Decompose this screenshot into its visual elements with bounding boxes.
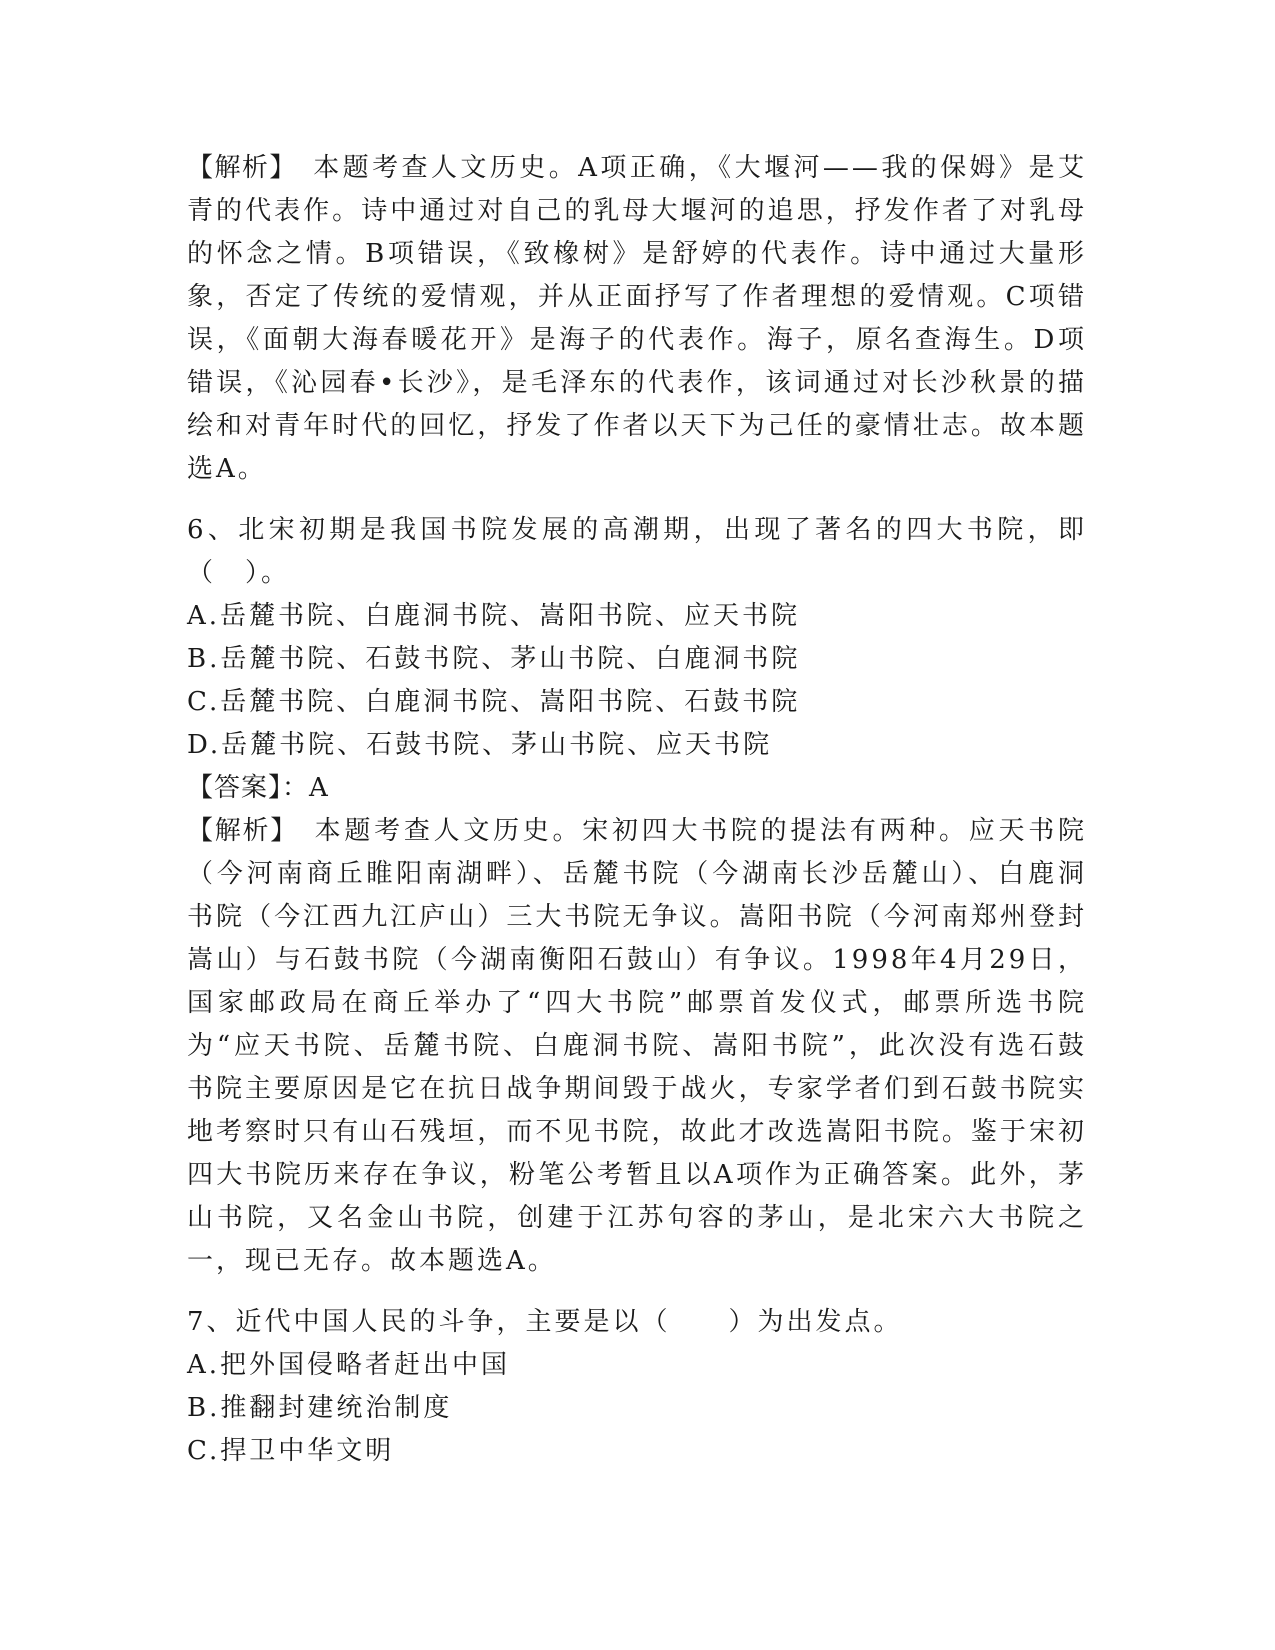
- analysis-q5: [187, 147, 1087, 491]
- question-6-stem: 6、北宋初期是我国书院发展的高潮期，出现了著名的四大书院，即（ ）。: [187, 515, 1087, 588]
- question-6-option-a: A.岳麓书院、白鹿洞书院、嵩阳书院、应天书院: [187, 601, 801, 631]
- spacer: [187, 1283, 1087, 1301]
- spacer: [187, 491, 1087, 509]
- question-6-option-b: B.岳麓书院、石鼓书院、茅山书院、白鹿洞书院: [187, 644, 801, 674]
- answer-label: 【答案】：: [187, 773, 310, 803]
- question-7-stem: 7、近代中国人民的斗争，主要是以（ ）为出发点。: [187, 1307, 903, 1337]
- question-6-option-d: D.岳麓书院、石鼓书院、茅山书院、应天书院: [187, 730, 773, 760]
- question-6-option-c: C.岳麓书院、白鹿洞书院、嵩阳书院、石鼓书院: [187, 687, 801, 717]
- question-7-option-a: A.把外国侵略者赶出中国: [187, 1350, 511, 1380]
- document-page: [187, 147, 1087, 1473]
- question-6-answer: [187, 767, 1087, 810]
- question-7-option-b: B.推翻封建统治制度: [187, 1393, 453, 1423]
- analysis-q6: [187, 810, 1087, 1283]
- analysis-label: 【解析】: [187, 153, 284, 183]
- analysis-text: 本题考查人文历史。A项正确，《大堰河——我的保姆》是艾青的代表作。诗中通过对自己的乳母大堰河的追思，抒发作者了对乳母的怀念之情。B项错误，《致橡树》是舒婷的代表作。诗中通过大量形象，否定了传统的爱情观，并从正面抒写了作者理想的爱情观。C项错误，《面朝大海春暖花开》是海子的代表作。海子，原名查海生。D项错误，《沁园春•长沙》，是毛泽东的代表作，该词通过对长沙秋景的描绘和对青年时代的回忆，抒发了作者以天下为己任的豪情壮志。故本题选A。: [187, 153, 1087, 484]
- analysis-label: 【解析】: [187, 816, 285, 846]
- question-7-option-c: C.捍卫中华文明: [187, 1436, 395, 1466]
- analysis-text: 本题考查人文历史。宋初四大书院的提法有两种。应天书院（今河南商丘睢阳南湖畔）、岳麓书院（今湖南长沙岳麓山）、白鹿洞书院（今江西九江庐山）三大书院无争议。嵩阳书院（今河南郑州登封嵩山）与石鼓书院（今湖南衡阳石鼓山）有争议。1998年4月29日，国家邮政局在商丘举办了“四大书院”邮票首发仪式，邮票所选书院为“应天书院、岳麓书院、白鹿洞书院、嵩阳书院”，此次没有选石鼓书院主要原因是它在抗日战争期间毁于战火，专家学者们到石鼓书院实地考察时只有山石残垣，而不见书院，故此才改选嵩阳书院。鉴于宋初四大书院历来存在争议，粉笔公考暂且以A项作为正确答案。此外，茅山书院，又名金山书院，创建于江苏句容的茅山，是北宋六大书院之一，现已无存。故本题选A。: [187, 816, 1087, 1276]
- answer-value: A: [309, 773, 331, 803]
